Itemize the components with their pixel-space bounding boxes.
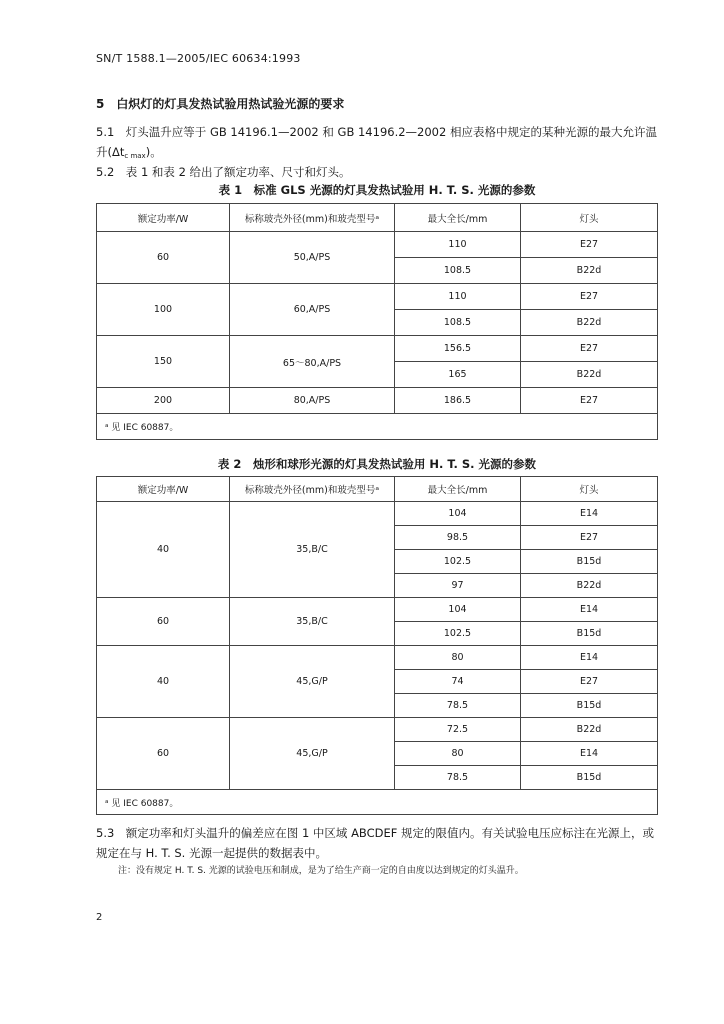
table-1-header-row — [97, 204, 658, 232]
cell-length: 72.5 — [395, 718, 521, 742]
cell-cap: E14 — [521, 598, 658, 622]
clause-5-3: 5.3 额定功率和灯头温升的偏差应在图 1 中区域 ABCDEF 规定的限值内。有关试验电压应标注在光源上，或规定在与 H. T. S. 光源一起提供的数据表中。 — [96, 826, 655, 860]
table-row — [97, 336, 658, 362]
cell-cap: E27 — [521, 336, 658, 362]
cell-length: 110 — [395, 232, 521, 258]
cell-cap: E14 — [521, 742, 658, 766]
cell-bulb: 65～80,A/PS — [230, 336, 395, 388]
cell-length: 102.5 — [395, 622, 521, 646]
header-rated-power: 额定功率/W — [97, 204, 230, 232]
clause-5-2: 5.2 表 1 和表 2 给出了额定功率、尺寸和灯头。 — [96, 165, 351, 179]
table-2 — [96, 476, 658, 815]
table-2-footnote: ᵃ 见 IEC 60887。 — [97, 790, 658, 815]
cell-power: 200 — [97, 388, 230, 414]
table-1-caption: 表 1 标准 GLS 光源的灯具发热试验用 H. T. S. 光源的参数 — [218, 183, 536, 197]
cell-length: 165 — [395, 362, 521, 388]
cell-bulb: 45,G/P — [230, 718, 395, 790]
cell-cap: E14 — [521, 646, 658, 670]
cell-length: 186.5 — [395, 388, 521, 414]
table-2-footnote-row — [97, 790, 658, 815]
cell-power: 60 — [97, 232, 230, 284]
table-row — [97, 598, 658, 622]
cell-power: 100 — [97, 284, 230, 336]
header-max-length: 最大全长/mm — [395, 477, 521, 502]
cell-length: 156.5 — [395, 336, 521, 362]
cell-power: 60 — [97, 718, 230, 790]
page-number: 2 — [96, 912, 103, 923]
cell-cap: B22d — [521, 310, 658, 336]
cell-length: 98.5 — [395, 526, 521, 550]
table-row — [97, 388, 658, 414]
cell-bulb: 50,A/PS — [230, 232, 395, 284]
cell-length: 97 — [395, 574, 521, 598]
table-row — [97, 284, 658, 310]
cell-length: 78.5 — [395, 694, 521, 718]
cell-cap: B15d — [521, 694, 658, 718]
cell-length: 104 — [395, 502, 521, 526]
cell-cap: E27 — [521, 284, 658, 310]
cell-cap: E27 — [521, 388, 658, 414]
header-max-length: 最大全长/mm — [395, 204, 521, 232]
cell-cap: B22d — [521, 362, 658, 388]
cell-bulb: 60,A/PS — [230, 284, 395, 336]
cell-length: 74 — [395, 670, 521, 694]
table-row — [97, 502, 658, 526]
header-cap: 灯头 — [521, 204, 658, 232]
cell-length: 102.5 — [395, 550, 521, 574]
cell-cap: B15d — [521, 550, 658, 574]
cell-cap: B22d — [521, 574, 658, 598]
cell-length: 108.5 — [395, 310, 521, 336]
table-2-header-row — [97, 477, 658, 502]
cell-cap: E27 — [521, 526, 658, 550]
note: 注：没有规定 H. T. S. 光源的试验电压和制成，是为了给生产商一定的自由度以达到规定的灯头温升。 — [118, 866, 524, 876]
cell-length: 104 — [395, 598, 521, 622]
header-cap: 灯头 — [521, 477, 658, 502]
cell-bulb: 35,B/C — [230, 502, 395, 598]
cell-cap: B22d — [521, 258, 658, 284]
clause-5-1-subscript: c max — [124, 152, 146, 160]
section-5-title: 5 白炽灯的灯具发热试验用热试验光源的要求 — [96, 97, 345, 111]
cell-power: 60 — [97, 598, 230, 646]
cell-cap: E27 — [521, 232, 658, 258]
cell-length: 80 — [395, 742, 521, 766]
cell-cap: E14 — [521, 502, 658, 526]
table-1 — [96, 203, 658, 440]
cell-cap: B15d — [521, 766, 658, 790]
clause-5-1-suffix: )。 — [145, 145, 162, 159]
table-1-footnote: ᵃ 见 IEC 60887。 — [97, 414, 658, 440]
clause-5-1 — [96, 122, 658, 166]
header-bulb-diameter-type: 标称玻壳外径(mm)和玻壳型号ᵃ — [230, 477, 395, 502]
cell-length: 108.5 — [395, 258, 521, 284]
cell-length: 78.5 — [395, 766, 521, 790]
header-rated-power: 额定功率/W — [97, 477, 230, 502]
cell-power: 150 — [97, 336, 230, 388]
table-row — [97, 232, 658, 258]
clause-5-1-text: 5.1 灯头温升应等于 GB 14196.1—2002 和 GB 14196.2—2002 相应表格中规定的某种光源的最大允许温升(Δt — [96, 125, 657, 159]
header-bulb-diameter-type: 标称玻壳外径(mm)和玻壳型号ᵃ — [230, 204, 395, 232]
cell-length: 80 — [395, 646, 521, 670]
cell-cap: E27 — [521, 670, 658, 694]
cell-cap: B22d — [521, 718, 658, 742]
cell-length: 110 — [395, 284, 521, 310]
table-row — [97, 718, 658, 742]
cell-cap: B15d — [521, 622, 658, 646]
table-row — [97, 646, 658, 670]
table-2-caption: 表 2 烛形和球形光源的灯具发热试验用 H. T. S. 光源的参数 — [217, 457, 537, 471]
cell-power: 40 — [97, 502, 230, 598]
document-code-header: SN/T 1588.1—2005/IEC 60634:1993 — [96, 52, 301, 65]
cell-power: 40 — [97, 646, 230, 718]
table-1-footnote-row — [97, 414, 658, 440]
cell-bulb: 80,A/PS — [230, 388, 395, 414]
cell-bulb: 35,B/C — [230, 598, 395, 646]
cell-bulb: 45,G/P — [230, 646, 395, 718]
